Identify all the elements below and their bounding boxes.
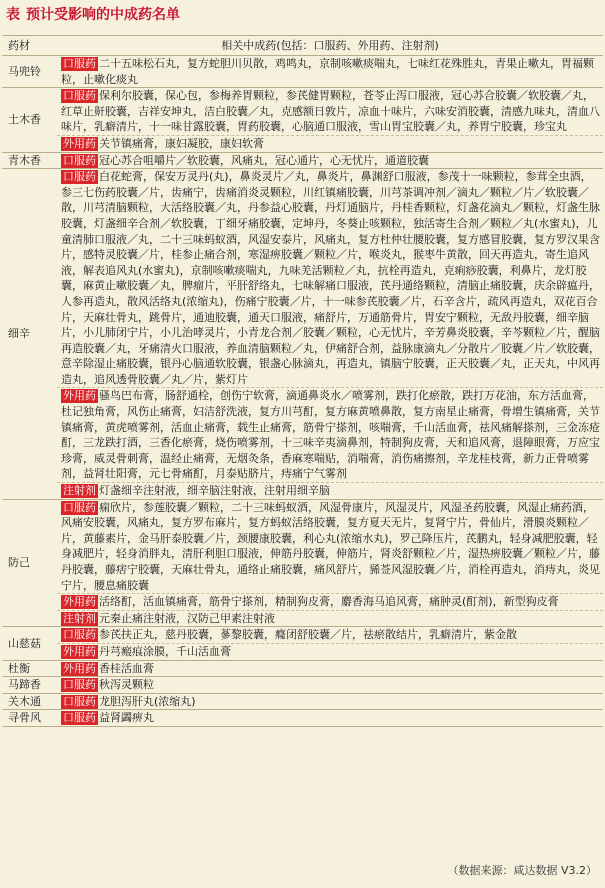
medicine-list [57, 627, 603, 644]
herb-name: 关木通 [2, 693, 57, 710]
table-row [2, 56, 603, 88]
category-badge: 外用药 [63, 136, 96, 150]
table-row [2, 88, 603, 136]
table-row [2, 627, 603, 644]
table-row [2, 169, 603, 388]
table-body [2, 56, 603, 727]
table-row [2, 388, 603, 483]
medicine-names: 元秦止痛注射液，汉防己甲素注射液 [99, 611, 275, 625]
table-row [2, 643, 603, 660]
table-row [2, 710, 603, 727]
category-badge: 注射剂 [63, 484, 96, 498]
table-row [2, 610, 603, 627]
category-badge: 注射剂 [63, 611, 96, 625]
title-prefix: 表 [6, 7, 20, 23]
medicine-names: 益肾蠲痹丸 [99, 711, 154, 725]
category-badge: 口服药 [63, 89, 96, 103]
herb-name: 杜衡 [2, 660, 57, 677]
medicine-names: 保利尔胶囊，保心包，参梅养胃颗粒，参芪健胃颗粒，苍苓止泻口服液，冠心苏合胶囊／软胶囊／丸，红草止鼾胶囊，吉祥安坤丸，洁白胶囊／丸，克感额日敦片，凉血十味片，六味安消胶囊，清感九味丸，清血八味片，乳癖清片，十一味甘露胶囊，胃药胶囊，心脑通口服液，雪山胃宝胶囊／丸，养胃宁胶囊，珍宝丸 [61, 89, 600, 134]
title-text: 预计受影响的中成药名单 [26, 7, 180, 23]
medicine-list [57, 135, 603, 152]
medicine-list [57, 88, 603, 136]
header-herb: 药材 [2, 36, 57, 56]
medicine-list [57, 483, 603, 500]
medicine-names: 骚鸟巴布膏，肠舒通栓，创伤宁软膏，滴通鼻炎水／喷雾剂，跌打化瘀散，跌打万花油，东方活血膏，杜记独角膏，风伤止痛膏，妇洁舒洗液，复方川芎酊，复方麻黄喷鼻散，复方南星止痛膏，骨增生镇痛膏，关节镇痛膏，黄虎喷雾剂，活血止痛膏，载生止痛膏，筋骨宁搽剂，咳喘膏，千山活血膏，祛风痛解搽剂，三金冻疮酊，三龙跌打酒，三香化瘀膏，烧伤喷雾剂，十三味辛夷滴鼻剂，特制狗皮膏，天和追风膏，退障眼膏，万应宝珍膏，威灵骨刺膏，温经止痛膏，无烟灸条，香麻寒喘贴，消喘膏，消伤痛擦剂，辛龙桂枝膏，新力正骨喷雾剂，益肾壮阳膏，元七骨痛酊，月泰贴脐片，痔痛宁气雾剂 [61, 389, 600, 481]
herb-name: 细辛 [2, 169, 57, 499]
medicine-list [57, 388, 603, 483]
header-medicines: 相关中成药(包括：口服药、外用药、注射剂) [57, 36, 603, 56]
medicine-list [57, 693, 603, 710]
medicine-list [57, 660, 603, 677]
footnote: （数据来源：咸达数据 V3.2） [447, 864, 597, 877]
table-row [2, 483, 603, 500]
category-badge: 口服药 [63, 694, 96, 708]
medicine-names: 参芪扶正丸，慈丹胶囊，蔘黎胶囊，癃闭舒胶囊／片，祛瘀散结片，乳癖清片，紫金散 [99, 628, 517, 642]
medicine-names: 二十五味松石丸，复方蛇胆川贝散，鸡鸣丸，京制咳嗽痰喘丸，七味红花殊胜丸，青果止嗽丸，胃福颗粒，止嗽化痰丸 [61, 57, 594, 86]
category-badge: 外用药 [63, 389, 96, 403]
table-row [2, 693, 603, 710]
medicine-names: 关节镇痛膏，康妇凝胶，康妇软膏 [99, 136, 264, 150]
category-badge: 口服药 [63, 628, 96, 642]
medicine-list [57, 710, 603, 727]
herb-name: 山慈菇 [2, 627, 57, 660]
medicine-list [57, 594, 603, 611]
category-badge: 口服药 [63, 500, 96, 514]
page-title [6, 2, 180, 28]
table-row [2, 677, 603, 694]
medicine-names: 痫欣片，参莲胶囊／颗粒，二十三味蚂蚁酒，风湿骨康片，风湿灵片，风湿圣药胶囊，风湿止痛药酒，风痛安胶囊，风痛丸，复方罗布麻片，复方蚂蚁活络胶囊，复方夏天无片，复肾宁片，骨仙片，滑膜炎颗粒／片，黄藤素片，金马肝泰胶囊／片，颈腰康胶囊，利心丸(浓缩水丸)，罗己降压片，芪鹏丸，轻身减肥胶囊，轻身减肥片，轻身消胖丸，清肝利胆口服液，伸筋丹胶囊，伸筋片，肾炎舒颗粒／片，湿热痹胶囊／颗粒／片，藤丹胶囊，藤痞宁胶囊，天麻壮骨丸，通络止痛胶囊，痛风舒片，豨莶风湿胶囊／片，消栓再造丸，消痔丸，炎见宁片，腰息痛胶囊 [61, 500, 600, 592]
medicine-list [57, 152, 603, 169]
medicine-list [57, 677, 603, 694]
medicine-names: 冠心苏合咀嚼片／软胶囊，风痛丸，冠心通片，心无忧片，通道胶囊 [99, 153, 429, 167]
category-badge: 口服药 [63, 57, 96, 70]
medicine-list [57, 610, 603, 627]
category-badge: 外用药 [63, 644, 96, 658]
table-row [2, 152, 603, 169]
category-badge: 外用药 [63, 661, 96, 675]
category-badge: 外用药 [63, 595, 96, 609]
medicine-list [57, 169, 603, 388]
table-row [2, 135, 603, 152]
medicine-list [57, 499, 603, 594]
herb-name: 青木香 [2, 152, 57, 169]
medicine-names: 丹芎瘢痕涂膜，千山活血膏 [99, 644, 231, 658]
table-header-row [2, 36, 603, 56]
medicine-list [57, 56, 603, 88]
medicine-list [57, 643, 603, 660]
herb-name: 土木香 [2, 88, 57, 152]
category-badge: 口服药 [63, 711, 96, 725]
medicine-names: 秋泻灵颗粒 [99, 678, 154, 692]
table-row [2, 594, 603, 611]
table-row [2, 660, 603, 677]
category-badge: 口服药 [63, 153, 96, 167]
medicine-names: 香桂活血膏 [99, 661, 154, 675]
herb-name: 寻骨风 [2, 710, 57, 727]
herb-name: 马兜铃 [2, 56, 57, 88]
medicine-names: 龙胆泻肝丸(浓缩丸) [99, 694, 196, 708]
table-row [2, 499, 603, 594]
herb-name: 防己 [2, 499, 57, 627]
category-badge: 口服药 [63, 678, 96, 692]
medicine-names: 活络酊，活血镇痛膏，筋骨宁搽剂，精制狗皮膏，麝香海马追风膏，痛肿灵(酊剂)，新型狗皮膏 [99, 595, 559, 609]
herb-name: 马蹄香 [2, 677, 57, 694]
category-badge: 口服药 [63, 170, 96, 184]
medicine-names: 白花蛇膏，保安万灵丹(丸)，鼻炎灵片／丸，鼻炎片，鼻渊舒口服液，参茂十一味颗粒，参茸全虫酒，参三七伤药胶囊／片，齿痛宁，齿痛消炎灵颗粒，川红镇痛胶囊，川芎茶调冲剂／滴丸／颗粒／片／软胶囊／散，川芎清脑颗粒，大活络胶囊／丸，丹参益心胶囊，丹灯通脑片，丹桂香颗粒，灯盏花滴丸／颗粒，灯盏生脉胶囊，灯盏细辛合剂／软胶囊，丁细牙痛胶囊，定坤丹，冬葵止咳颗粒，独活寄生合剂／颗粒／丸(水蜜丸)，儿童清肺口服液／丸，二十三味蚂蚁酒，风湿安泰片，风痛丸，复方杜仲壮腰胶囊，复方感冒胶囊，复方罗汉果含片，感特灵胶囊／片，桂参止痛合剂，寒湿痹胶囊／颗粒／片，喉炎丸，猴枣牛黄散，回天再造丸，寄生追风液，解表追风丸(水蜜丸)，京制咳嗽痰喘丸，九味羌活颗粒／丸，抗栓再造丸，克痢痧胶囊，利鼻片，龙灯胶囊，麻黄止嗽胶囊／丸，脾瘤片，平肝舒络丸，七味解痛口服液，芪丹通络颗粒，清脑止痛胶囊，庆余辟瘟丹，人参再造丸，散风活络丸(浓缩丸)，伤痛宁胶囊／片，十一味参芪胶囊／片，石辛含片，疏风再造丸，双花百合片，天麻壮骨丸，跳骨片，通迪胶囊，通天口服液，痛舒片，万通筋骨片，胃安宁颗粒，无敌丹胶囊，细辛脑片，小儿肺闭宁片，小儿治哮灵片，小青龙合剂／胶囊／颗粒，心无忧片，辛芳鼻炎胶囊，辛芩颗粒／片，醒脑再造胶囊／丸，牙痛清火口服液，养血清脑颗粒／丸，伊痛舒合剂，益脉康滴丸／分散片／胶囊／片／软胶囊，意辛除湿止痛胶囊，银丹心脑通软胶囊，银盏心脉滴丸，再造丸，镇脑宁胶囊，正天胶囊／丸，正天丸，中风再造丸，追风透骨胶囊／丸／片，紫灯片 [61, 170, 600, 386]
medicine-table [2, 35, 603, 727]
medicine-names: 灯盏细辛注射液，细辛脑注射液，注射用细辛脑 [99, 484, 330, 498]
